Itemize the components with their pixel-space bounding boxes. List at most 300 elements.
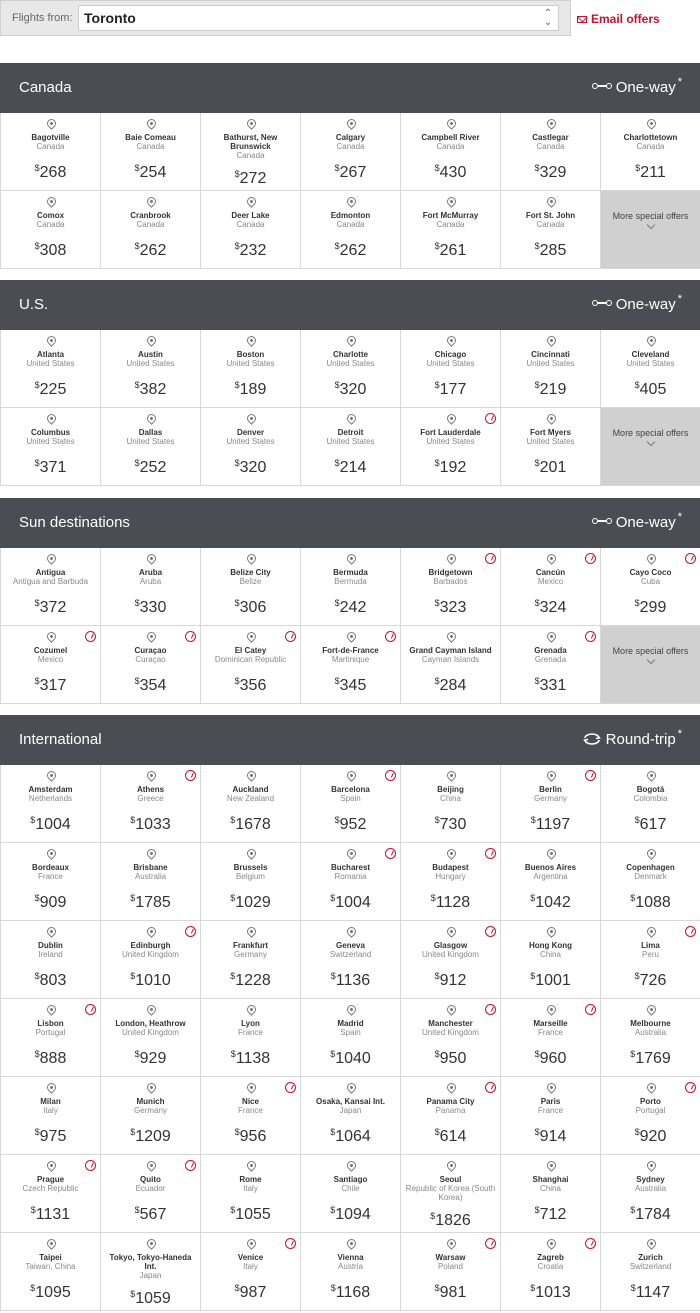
destination-card[interactable] [1, 330, 101, 408]
price-value: 272 [239, 170, 267, 187]
destination-card[interactable] [101, 1233, 201, 1311]
trip-type[interactable] [592, 511, 682, 531]
trip-type-label: One-way [615, 296, 676, 313]
destination-city: Brussels [233, 863, 268, 872]
trip-type[interactable] [592, 76, 682, 96]
price-value: 324 [539, 599, 567, 616]
destination-card[interactable] [501, 1077, 601, 1155]
currency-symbol: $ [134, 380, 140, 390]
destination-card[interactable] [301, 548, 401, 626]
destination-card[interactable] [101, 843, 201, 921]
destination-card[interactable] [601, 1155, 700, 1233]
destination-card[interactable] [1, 191, 101, 269]
destination-country: Czech Republic [22, 1184, 79, 1193]
destination-city: Edmonton [330, 211, 371, 220]
destination-country: Japan [139, 1271, 162, 1280]
destination-card[interactable] [501, 548, 601, 626]
trip-type[interactable] [582, 728, 682, 748]
rouge-logo-icon [585, 1004, 596, 1015]
section-title: Canada [19, 79, 72, 96]
destination-text [603, 863, 698, 881]
destination-text [3, 1253, 98, 1271]
destination-price [501, 1050, 600, 1068]
destination-price [201, 1128, 300, 1146]
destination-text [503, 350, 598, 368]
map-pin-icon [645, 1081, 658, 1094]
destination-card[interactable] [601, 548, 700, 626]
destination-country: Mexico [537, 577, 564, 586]
destination-price [601, 599, 700, 617]
destination-city: Comox [36, 211, 65, 220]
destination-price [201, 599, 300, 617]
destination-city: Belize City [230, 568, 271, 577]
destination-text [303, 211, 398, 229]
price-value: 803 [39, 972, 67, 989]
destination-city: Copenhagen [626, 863, 675, 872]
destination-card[interactable] [301, 1077, 401, 1155]
destination-card[interactable] [201, 921, 301, 999]
map-pin-icon [445, 552, 458, 565]
destination-card[interactable] [201, 843, 301, 921]
currency-symbol: $ [34, 458, 40, 468]
destination-text [403, 428, 498, 446]
currency-symbol: $ [234, 598, 240, 608]
currency-symbol: $ [430, 893, 436, 903]
destination-city: Brisbane [133, 863, 168, 872]
destination-card[interactable] [201, 408, 301, 486]
price-value: 430 [439, 164, 467, 181]
destination-card[interactable] [101, 191, 201, 269]
destination-card[interactable] [601, 765, 700, 843]
map-pin-icon [245, 334, 258, 347]
destination-price [301, 677, 400, 695]
destination-card[interactable] [201, 1077, 301, 1155]
map-pin-icon [345, 1159, 358, 1172]
currency-symbol: $ [130, 815, 136, 825]
destination-card[interactable] [201, 330, 301, 408]
destination-country: France [538, 1106, 563, 1115]
destination-text [103, 863, 198, 881]
destination-country: Australia [634, 1184, 667, 1193]
destination-card[interactable] [601, 999, 700, 1077]
destination-city: Seoul [439, 1175, 462, 1184]
trip-type[interactable] [592, 293, 682, 313]
destination-card[interactable] [301, 843, 401, 921]
destination-country: Canada [436, 142, 465, 151]
map-pin-icon [145, 925, 158, 938]
destination-card[interactable] [601, 921, 700, 999]
destination-card[interactable] [301, 626, 401, 704]
chevron-down-icon [646, 438, 654, 446]
destination-card[interactable] [501, 408, 601, 486]
map-pin-icon [545, 1081, 558, 1094]
destination-city: Cayo Coco [629, 568, 672, 577]
price-value: 1128 [435, 894, 471, 911]
destination-card[interactable] [1, 921, 101, 999]
destination-card[interactable] [101, 999, 201, 1077]
destination-price [201, 972, 300, 990]
destination-card[interactable] [301, 408, 401, 486]
destination-card[interactable] [1, 1233, 101, 1311]
destination-city: Manchester [428, 1019, 473, 1028]
destination-card[interactable] [401, 765, 501, 843]
map-pin-icon [545, 1003, 558, 1016]
destination-country: Italy [43, 1106, 58, 1115]
destination-city: Bucharest [330, 863, 371, 872]
price-value: 285 [539, 242, 567, 259]
destination-price [301, 599, 400, 617]
destination-card[interactable] [601, 1077, 700, 1155]
price-value: 1678 [235, 816, 271, 833]
map-pin-icon [145, 117, 158, 130]
more-special-offers-button[interactable] [601, 191, 700, 269]
currency-symbol: $ [630, 1283, 636, 1293]
destination-country: United Kingdom [122, 950, 179, 959]
price-value: 975 [39, 1128, 67, 1145]
destination-card[interactable] [1, 765, 101, 843]
destination-card[interactable] [601, 113, 700, 191]
destination-city: Campbell River [421, 133, 480, 142]
destination-text [503, 428, 598, 446]
destination-text [303, 1175, 398, 1193]
destination-card[interactable] [501, 765, 601, 843]
currency-symbol: $ [30, 1283, 36, 1293]
destination-card[interactable] [401, 548, 501, 626]
price-value: 1197 [535, 816, 571, 833]
destination-card[interactable] [201, 999, 301, 1077]
currency-symbol: $ [434, 458, 440, 468]
destination-card[interactable] [201, 765, 301, 843]
currency-symbol: $ [134, 676, 140, 686]
destination-card[interactable] [401, 1155, 501, 1233]
destination-text [203, 211, 298, 229]
map-pin-icon [145, 1003, 158, 1016]
destination-card[interactable] [1, 408, 101, 486]
map-pin-icon [645, 1003, 658, 1016]
price-value: 1228 [235, 972, 271, 989]
map-pin-icon [345, 1081, 358, 1094]
destination-country: Germany [534, 794, 567, 803]
currency-symbol: $ [330, 893, 336, 903]
destination-card[interactable] [501, 626, 601, 704]
currency-symbol: $ [434, 380, 440, 390]
destination-price [201, 170, 300, 188]
destination-city: Paris [540, 1097, 561, 1106]
destination-price [301, 1050, 400, 1068]
map-pin-icon [345, 925, 358, 938]
map-pin-icon [345, 769, 358, 782]
destination-card[interactable] [301, 113, 401, 191]
currency-symbol: $ [234, 676, 240, 686]
currency-symbol: $ [534, 241, 540, 251]
destination-price [301, 816, 400, 834]
currency-symbol: $ [234, 380, 240, 390]
destination-country: Ireland [38, 950, 63, 959]
destination-card[interactable] [1, 113, 101, 191]
price-value: 920 [639, 1128, 667, 1145]
currency-symbol: $ [634, 971, 640, 981]
destination-price [401, 1212, 500, 1230]
destination-text [103, 1097, 198, 1115]
destination-card[interactable] [301, 330, 401, 408]
destination-country: Hungary [435, 872, 466, 881]
destination-country: China [440, 794, 461, 803]
destination-price [301, 459, 400, 477]
destination-card[interactable] [401, 408, 501, 486]
map-pin-icon [545, 769, 558, 782]
destination-price [501, 599, 600, 617]
section-u-s [0, 280, 700, 486]
destination-country: Canada [236, 151, 265, 160]
currency-symbol: $ [630, 1205, 636, 1215]
currency-symbol: $ [434, 598, 440, 608]
destination-country: Croatia [537, 1262, 564, 1271]
rouge-logo-icon [85, 631, 96, 642]
destination-card[interactable] [201, 191, 301, 269]
currency-symbol: $ [534, 598, 540, 608]
destination-card[interactable] [401, 1233, 501, 1311]
destination-card[interactable] [201, 1233, 301, 1311]
destination-card[interactable] [601, 1233, 700, 1311]
destination-card[interactable] [401, 1077, 501, 1155]
destination-price [101, 816, 200, 834]
destination-card[interactable] [301, 1155, 401, 1233]
price-value: 254 [139, 164, 167, 181]
destination-card[interactable] [1, 626, 101, 704]
destination-country: Cayman Islands [421, 655, 480, 664]
destination-city: Cincinnati [531, 350, 570, 359]
destination-card[interactable] [101, 548, 201, 626]
destination-text [403, 568, 498, 586]
currency-symbol: $ [634, 380, 640, 390]
destination-city: Bogotá [636, 785, 665, 794]
destination-card[interactable] [1, 1155, 101, 1233]
destination-card[interactable] [501, 330, 601, 408]
currency-symbol: $ [230, 815, 236, 825]
destination-price [501, 381, 600, 399]
destination-card[interactable] [201, 113, 301, 191]
rouge-logo-icon [85, 1004, 96, 1015]
price-value: 382 [139, 381, 167, 398]
destination-country: Japan [339, 1106, 362, 1115]
destination-card[interactable] [1, 999, 101, 1077]
destination-price [201, 1050, 300, 1068]
destination-card[interactable] [1, 1077, 101, 1155]
destination-city: Chicago [434, 350, 467, 359]
destination-price [201, 816, 300, 834]
chevron-down-icon [646, 221, 654, 229]
more-special-offers-button[interactable] [601, 408, 700, 486]
currency-symbol: $ [534, 380, 540, 390]
destination-price [501, 242, 600, 260]
price-value: 356 [239, 677, 267, 694]
destination-text [403, 1253, 498, 1271]
destination-card[interactable] [601, 843, 700, 921]
more-offers-label: More special offers [612, 428, 689, 438]
destination-card[interactable] [401, 113, 501, 191]
destination-card[interactable] [101, 626, 201, 704]
destination-country: Canada [336, 142, 365, 151]
map-pin-icon [445, 847, 458, 860]
map-pin-icon [645, 769, 658, 782]
destination-country: United States [426, 437, 475, 446]
destination-card[interactable] [101, 1077, 201, 1155]
destination-city: Bathurst, New Brunswick [223, 133, 278, 151]
destination-city: Dublin [38, 941, 63, 950]
destination-card[interactable] [501, 999, 601, 1077]
destination-price [301, 164, 400, 182]
section-international [0, 715, 700, 1311]
destination-city: Budapest [432, 863, 469, 872]
destination-card[interactable] [101, 1155, 201, 1233]
destination-card[interactable] [101, 765, 201, 843]
destination-price [1, 677, 100, 695]
destination-card[interactable] [501, 1233, 601, 1311]
destination-country: Canada [336, 220, 365, 229]
map-pin-icon [645, 117, 658, 130]
destination-card[interactable] [501, 191, 601, 269]
destination-card[interactable] [101, 113, 201, 191]
destination-card[interactable] [101, 330, 201, 408]
destination-price [601, 972, 700, 990]
destination-card[interactable] [301, 1233, 401, 1311]
currency-symbol: $ [330, 1283, 336, 1293]
destination-card[interactable] [601, 330, 700, 408]
destination-country: Spain [340, 1028, 361, 1037]
rouge-logo-icon [585, 553, 596, 564]
destination-city: Columbus [30, 428, 71, 437]
map-pin-icon [245, 1237, 258, 1250]
destination-city: Fort Lauderdale [420, 428, 481, 437]
destination-card[interactable] [401, 330, 501, 408]
destination-text [303, 941, 398, 959]
map-pin-icon [645, 925, 658, 938]
destination-price [101, 164, 200, 182]
destination-price [601, 894, 700, 912]
destination-price [101, 1050, 200, 1068]
map-pin-icon [345, 1003, 358, 1016]
destination-card[interactable] [501, 1155, 601, 1233]
destination-card[interactable] [401, 999, 501, 1077]
email-offers-link[interactable] [577, 12, 660, 26]
destination-city: Zagreb [537, 1253, 564, 1262]
price-value: 214 [339, 459, 367, 476]
destination-card[interactable] [301, 191, 401, 269]
destination-text [103, 646, 198, 664]
destination-card[interactable] [301, 999, 401, 1077]
price-value: 262 [139, 242, 167, 259]
one-way-icon [592, 298, 612, 308]
origin-value: Toronto [84, 10, 136, 26]
currency-symbol: $ [434, 241, 440, 251]
origin-select[interactable] [78, 5, 559, 31]
destination-city: Rome [239, 1175, 262, 1184]
destination-card[interactable] [301, 765, 401, 843]
price-value: 1168 [335, 1284, 371, 1301]
destination-country: China [540, 1184, 561, 1193]
destination-card[interactable] [201, 548, 301, 626]
currency-symbol: $ [530, 971, 536, 981]
destination-price [201, 381, 300, 399]
map-pin-icon [445, 1003, 458, 1016]
destination-card[interactable] [101, 921, 201, 999]
price-value: 323 [439, 599, 467, 616]
destination-country: Greece [137, 794, 164, 803]
destination-text [3, 646, 98, 664]
price-value: 192 [439, 459, 467, 476]
map-pin-icon [145, 769, 158, 782]
destination-city: Bridgetown [428, 568, 473, 577]
chevron-down-icon [646, 656, 654, 664]
flights-from-bar [0, 0, 571, 36]
destination-text [3, 428, 98, 446]
map-pin-icon [145, 1081, 158, 1094]
destination-card[interactable] [201, 1155, 301, 1233]
destination-card[interactable] [401, 626, 501, 704]
destination-price [1, 599, 100, 617]
destination-price [201, 677, 300, 695]
destination-card[interactable] [501, 113, 601, 191]
destination-city: Tokyo, Tokyo-Haneda Int. [109, 1253, 192, 1271]
destination-card[interactable] [301, 921, 401, 999]
destination-card[interactable] [1, 548, 101, 626]
destination-card[interactable] [1, 843, 101, 921]
destination-country: Bermuda [334, 577, 367, 586]
map-pin-icon [445, 1081, 458, 1094]
destination-text [303, 428, 398, 446]
destination-country: United Kingdom [422, 950, 479, 959]
destination-price [201, 242, 300, 260]
rouge-logo-icon [485, 1238, 496, 1249]
destination-card[interactable] [401, 843, 501, 921]
destination-card[interactable] [401, 921, 501, 999]
price-value: 1059 [135, 1290, 171, 1307]
rouge-logo-icon [585, 1238, 596, 1249]
more-special-offers-button[interactable] [601, 626, 700, 704]
price-value: 1131 [35, 1206, 71, 1223]
destination-price [301, 1206, 400, 1224]
destination-country: Canada [136, 220, 165, 229]
price-value: 1209 [135, 1128, 171, 1145]
destination-city: Madrid [337, 1019, 364, 1028]
currency-symbol: $ [34, 380, 40, 390]
more-offers-label: More special offers [612, 211, 689, 221]
destination-text [303, 863, 398, 881]
map-pin-icon [445, 630, 458, 643]
currency-symbol: $ [34, 1049, 40, 1059]
destination-city: Quito [140, 1175, 161, 1184]
destination-card[interactable] [101, 408, 201, 486]
destination-country: Germany [134, 1106, 167, 1115]
destination-text [503, 863, 598, 881]
destination-country: United States [526, 437, 575, 446]
destination-city: Bermuda [333, 568, 368, 577]
destination-card[interactable] [501, 921, 601, 999]
destination-card[interactable] [401, 191, 501, 269]
destination-card[interactable] [501, 843, 601, 921]
currency-symbol: $ [134, 1205, 140, 1215]
destination-price [401, 972, 500, 990]
price-value: 330 [139, 599, 167, 616]
destination-country: United States [326, 437, 375, 446]
destination-country: Switzerland [629, 1262, 672, 1271]
map-pin-icon [45, 552, 58, 565]
currency-symbol: $ [530, 815, 536, 825]
map-pin-icon [245, 117, 258, 130]
price-value: 1785 [135, 894, 171, 911]
destination-card[interactable] [201, 626, 301, 704]
destination-price [101, 972, 200, 990]
